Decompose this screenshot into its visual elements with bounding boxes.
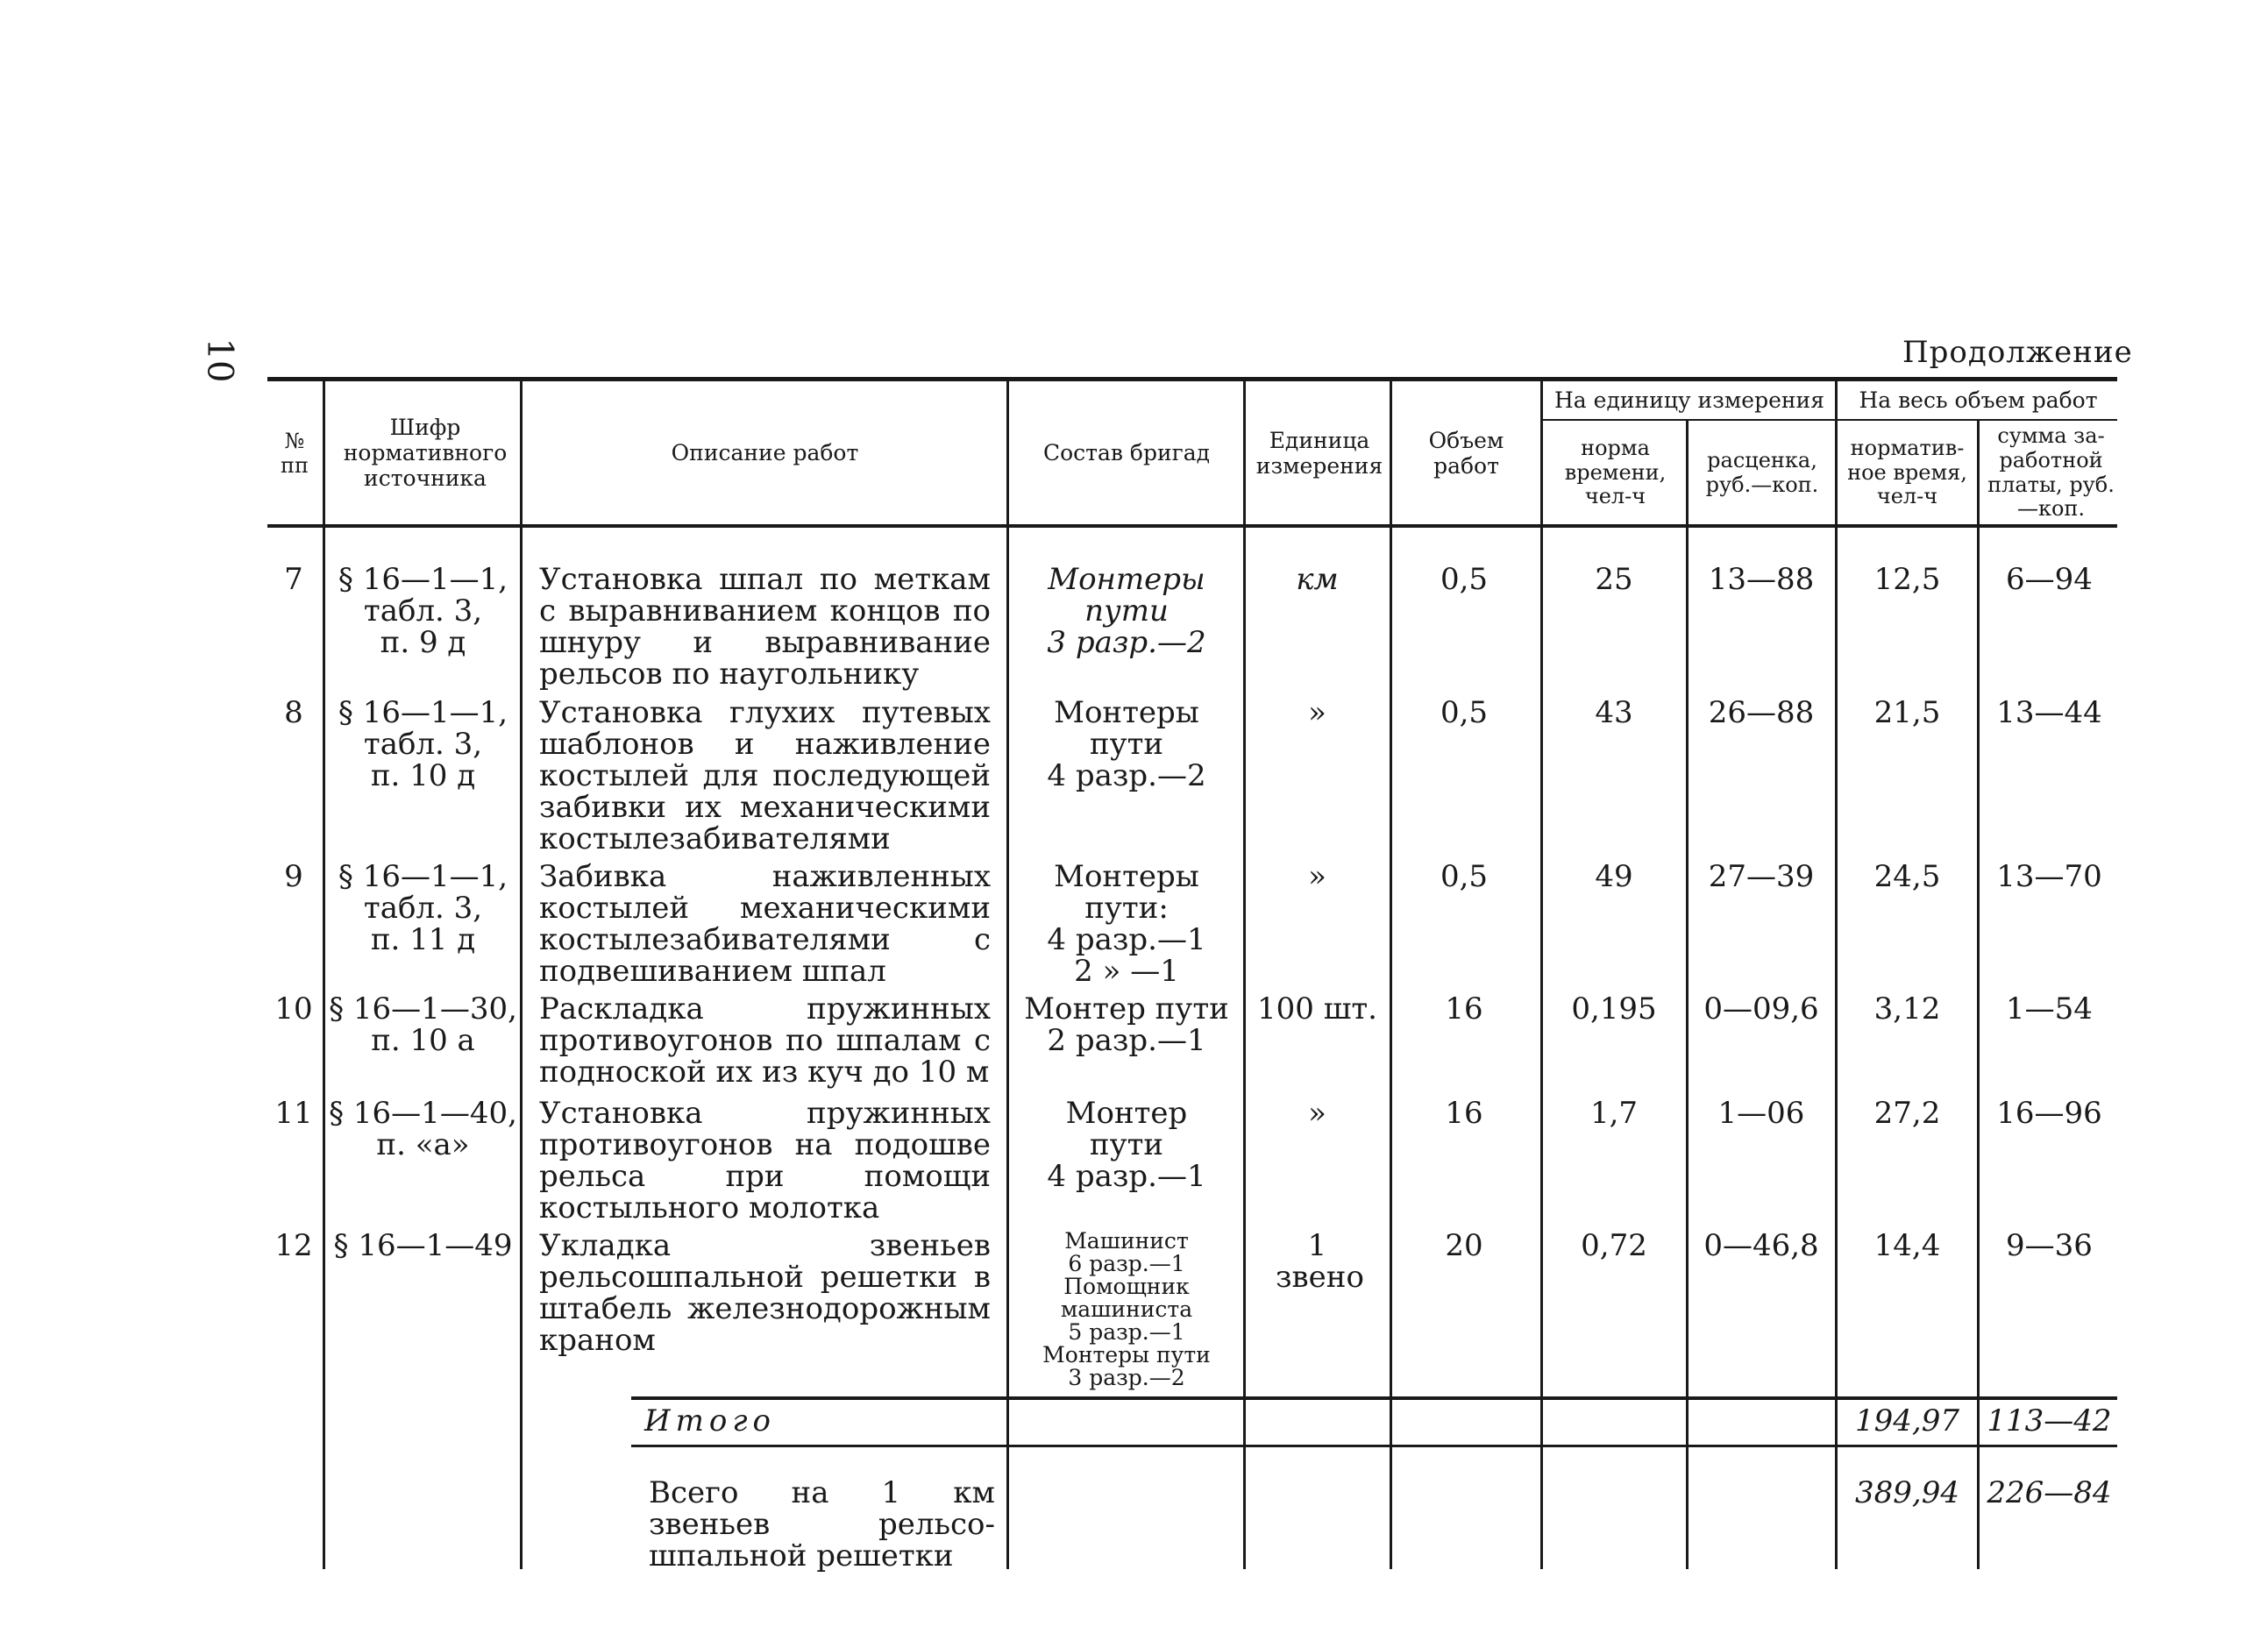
crew-line: Монтеры bbox=[1054, 859, 1199, 894]
table-top-rule bbox=[267, 377, 2117, 381]
crew-line: 3 разр.—2 bbox=[1047, 625, 1206, 660]
header-unit: Единица измерения bbox=[1255, 427, 1383, 479]
row-total-time: 24,5 bbox=[1873, 859, 1941, 894]
row-code bbox=[329, 697, 517, 792]
crew-line: Машинист bbox=[1064, 1228, 1189, 1254]
header-group-rule bbox=[1543, 419, 2117, 421]
col-rule-9 bbox=[1977, 421, 1980, 1569]
col-rule-3 bbox=[1006, 381, 1009, 1569]
crew-line: Монтеры пути bbox=[1042, 1342, 1211, 1368]
row-total-time: 27,2 bbox=[1873, 1096, 1941, 1131]
subtotal-time: 194,97 bbox=[1855, 1403, 1959, 1439]
row-total-pay: 13—70 bbox=[1996, 859, 2102, 894]
crew-line: Монтер пути bbox=[1024, 991, 1229, 1027]
row-unit: 100 шт. bbox=[1257, 991, 1377, 1027]
row-rate: 1—06 bbox=[1717, 1096, 1805, 1131]
row-number: 10 bbox=[274, 991, 313, 1027]
row-unit: » bbox=[1308, 859, 1326, 894]
crew-line: машиниста bbox=[1060, 1296, 1193, 1322]
row-number: 7 bbox=[284, 562, 303, 597]
crew-line: пути: bbox=[1084, 891, 1169, 926]
grand-total-label: Всего на 1 км звеньев рельсо-шпальной решетки bbox=[649, 1475, 995, 1574]
row-norm-time: 43 bbox=[1595, 695, 1633, 730]
row-total-time: 3,12 bbox=[1873, 991, 1941, 1027]
row-number: 12 bbox=[274, 1228, 313, 1263]
crew-line: пути bbox=[1089, 1127, 1164, 1162]
crew-line: 2 разр.—1 bbox=[1047, 1023, 1206, 1058]
grand-total-time: 389,94 bbox=[1855, 1475, 1959, 1510]
row-description: Раскладка пружинных противоугонов по шпалам с подноской их из куч до 10 м bbox=[539, 991, 991, 1090]
row-description: Установка шпал по меткам с выравниванием концов по шнуру и выравнивание рельсов по наугольнику bbox=[539, 562, 991, 692]
col-rule-1 bbox=[323, 381, 325, 1569]
crew-line: 4 разр.—1 bbox=[1047, 1159, 1206, 1194]
row-total-pay: 16—96 bbox=[1996, 1096, 2102, 1131]
row-code bbox=[329, 861, 517, 955]
row-rate: 0—09,6 bbox=[1703, 991, 1819, 1027]
row-unit: 1 звено bbox=[1276, 1228, 1364, 1295]
row-volume: 16 bbox=[1445, 991, 1483, 1027]
col-rule-6 bbox=[1540, 381, 1543, 1569]
row-volume: 0,5 bbox=[1440, 859, 1489, 894]
header-no: № пп bbox=[281, 428, 309, 478]
code-line: § 16—1—1, bbox=[338, 695, 508, 730]
row-number: 8 bbox=[284, 695, 303, 730]
continuation-label: Продолжение bbox=[1902, 335, 2133, 370]
subtotal-bottom-rule bbox=[631, 1445, 2117, 1447]
crew-line: 6 разр.—1 bbox=[1068, 1251, 1185, 1276]
row-unit: км bbox=[1296, 562, 1339, 597]
col-rule-8 bbox=[1835, 381, 1838, 1569]
code-line: табл. 3, bbox=[363, 593, 483, 629]
row-crew bbox=[1013, 697, 1241, 792]
page-number: 10 bbox=[199, 337, 240, 383]
code-line: § 16—1—40, bbox=[329, 1096, 517, 1131]
code-line: п. 9 д bbox=[380, 625, 466, 660]
row-crew bbox=[1013, 564, 1241, 658]
col-rule-4 bbox=[1243, 381, 1246, 1569]
row-total-pay: 9—36 bbox=[2006, 1228, 2093, 1263]
row-rate: 13—88 bbox=[1708, 562, 1815, 597]
header-per-unit-rate: расценка, руб.—коп. bbox=[1705, 447, 1819, 497]
crew-line: 4 разр.—2 bbox=[1047, 758, 1206, 793]
row-code bbox=[329, 564, 517, 658]
crew-line: 4 разр.—1 bbox=[1047, 922, 1206, 957]
crew-line: Монтеры bbox=[1048, 562, 1205, 597]
crew-line: пути bbox=[1084, 593, 1169, 629]
code-line: п. 10 а bbox=[371, 1023, 475, 1058]
crew-line: Помощник bbox=[1063, 1274, 1190, 1299]
row-number: 9 bbox=[284, 859, 303, 894]
row-norm-time: 49 bbox=[1595, 859, 1633, 894]
header-bottom-rule bbox=[267, 524, 2117, 528]
header-volume: Объем работ bbox=[1428, 427, 1504, 479]
row-total-pay: 6—94 bbox=[2006, 562, 2093, 597]
row-norm-time: 1,7 bbox=[1589, 1096, 1639, 1131]
row-code bbox=[329, 1098, 517, 1161]
row-total-pay: 13—44 bbox=[1996, 695, 2102, 730]
col-rule-2 bbox=[520, 381, 523, 1569]
row-rate: 26—88 bbox=[1708, 695, 1815, 730]
row-total-time: 14,4 bbox=[1873, 1228, 1941, 1263]
row-rate: 27—39 bbox=[1708, 859, 1815, 894]
row-unit: » bbox=[1308, 695, 1326, 730]
row-description: Установка глухих путевых шаблонов и наживление костылей для последующей забивки их механическими костылезабивателями bbox=[539, 695, 991, 856]
crew-line: пути bbox=[1089, 727, 1164, 762]
code-line: § 16—1—1, bbox=[338, 859, 508, 894]
row-norm-time: 25 bbox=[1595, 562, 1633, 597]
header-total-group: На весь объем работ bbox=[1859, 387, 2098, 413]
row-total-time: 12,5 bbox=[1873, 562, 1941, 597]
code-line: табл. 3, bbox=[363, 727, 483, 762]
crew-line: Монтеры bbox=[1054, 695, 1199, 730]
row-crew bbox=[1013, 993, 1241, 1056]
row-total-pay: 1—54 bbox=[2006, 991, 2093, 1027]
code-line: § 16—1—1, bbox=[338, 562, 508, 597]
row-norm-time: 0,195 bbox=[1571, 991, 1657, 1027]
code-line: § 16—1—49 bbox=[333, 1228, 513, 1263]
grand-total-pay: 226—84 bbox=[1987, 1475, 2112, 1510]
row-crew bbox=[1013, 1230, 1241, 1389]
header-description: Описание работ bbox=[671, 440, 859, 466]
subtotal-label: Итого bbox=[644, 1403, 777, 1439]
row-number: 11 bbox=[274, 1096, 313, 1131]
row-norm-time: 0,72 bbox=[1581, 1228, 1647, 1263]
row-volume: 20 bbox=[1445, 1228, 1483, 1263]
row-rate: 0—46,8 bbox=[1703, 1228, 1819, 1263]
header-per-unit-time: норма времени, чел-ч bbox=[1564, 436, 1667, 509]
row-total-time: 21,5 bbox=[1873, 695, 1941, 730]
header-code: Шифр нормативного источника bbox=[343, 415, 508, 491]
row-description: Укладка звеньев рельсошпальной решетки в штабель железнодорожным краном bbox=[539, 1228, 991, 1358]
col-rule-7 bbox=[1686, 421, 1689, 1569]
code-line: п. «а» bbox=[376, 1127, 470, 1162]
col-rule-5 bbox=[1390, 381, 1392, 1569]
crew-line: Монтер bbox=[1065, 1096, 1188, 1131]
row-code bbox=[329, 1230, 517, 1261]
code-line: п. 10 д bbox=[370, 758, 476, 793]
row-crew bbox=[1013, 1098, 1241, 1192]
subtotal-pay: 113—42 bbox=[1987, 1403, 2112, 1439]
code-line: табл. 3, bbox=[363, 891, 483, 926]
row-volume: 0,5 bbox=[1440, 562, 1489, 597]
row-crew bbox=[1013, 861, 1241, 987]
row-volume: 16 bbox=[1445, 1096, 1483, 1131]
row-description: Забивка наживленных костылей механическими костылезабивателями с подвешиванием шпал bbox=[539, 859, 991, 989]
header-total-time: норматив-ное время, чел-ч bbox=[1847, 436, 1967, 509]
crew-line: 3 разр.—2 bbox=[1068, 1365, 1185, 1390]
header-crew: Состав бригад bbox=[1042, 440, 1211, 466]
crew-line: 5 разр.—1 bbox=[1068, 1319, 1185, 1345]
subtotal-top-rule bbox=[631, 1396, 2117, 1400]
header-per-unit-group: На единицу измерения bbox=[1554, 387, 1824, 413]
row-code bbox=[329, 993, 517, 1056]
row-description: Установка пружинных противоугонов на подошве рельса при помощи костыльного молотка bbox=[539, 1096, 991, 1225]
row-unit: » bbox=[1308, 1096, 1326, 1131]
row-volume: 0,5 bbox=[1440, 695, 1489, 730]
crew-line: 2 » —1 bbox=[1074, 954, 1179, 989]
code-line: п. 11 д bbox=[370, 922, 476, 957]
header-total-pay: сумма за-работной платы, руб.—коп. bbox=[1987, 423, 2115, 522]
code-line: § 16—1—30, bbox=[329, 991, 517, 1027]
